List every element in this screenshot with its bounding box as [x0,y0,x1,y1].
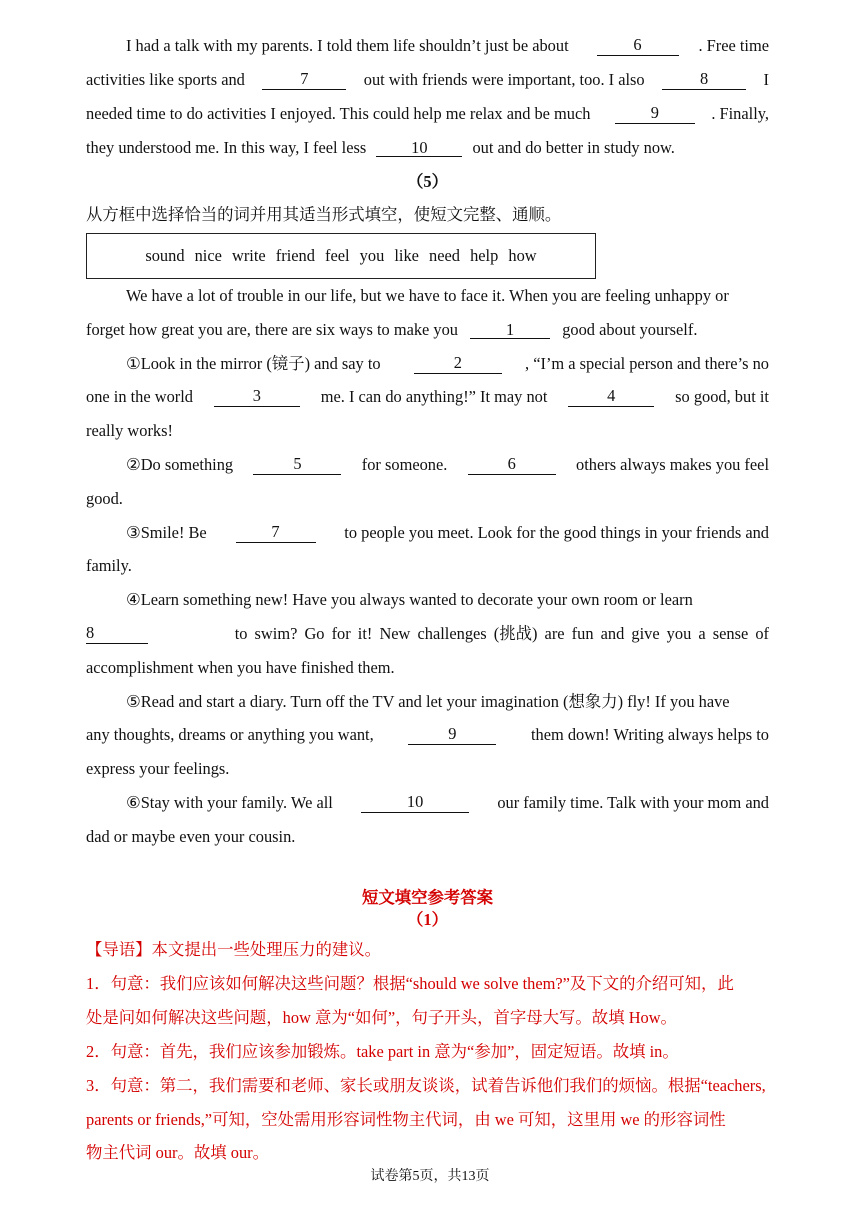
blank-4[interactable]: 4 [568,387,654,407]
blank-7[interactable]: 7 [262,70,346,90]
blank-1[interactable]: 1 [470,321,550,339]
item4-line-1: ④Learn something new! Have you always wanted to decorate your own room or learn [126,590,693,609]
item2-line-2: good. [86,489,123,508]
section-number: （5） [407,172,448,191]
blank-9[interactable]: 9 [615,104,695,124]
item1-line-3: really works! [86,421,173,440]
item1-line-1: ①Look in the mirror (镜子) and say to 2 , “I’m a special person and there’s no [126,353,769,373]
blank-6[interactable]: 6 [597,36,679,56]
passage4-line-2: activities like sports and 7 out with friends were important, too. I also 8 I [86,69,769,89]
item1-line-2: one in the world 3 me. I can do anything!” It may not 4 so good, but it [86,386,769,406]
page-footer: 试卷第5页，共13页 [370,1169,490,1184]
answers-intro: 【导语】本文提出一些处理压力的建议。 [86,940,382,959]
passage4-line-1: I had a talk with my parents. I told them life shouldn’t just be about 6 . Free time [126,35,769,55]
passage4-line-3: needed time to do activities I enjoyed. This could help me relax and be much 9 . Finally, [86,103,769,123]
blank-5[interactable]: 5 [253,455,341,475]
item6-line-2: dad or maybe even your cousin. [86,827,296,846]
blank-9b[interactable]: 9 [408,725,496,745]
section-instruction: 从方框中选择恰当的词并用其适当形式填空，使短文完整、通顺。 [86,205,562,224]
answer-3-line-2: parents or friends,”可知，空处需用形容词性物主代词，由 we 可知，这里用 we 的形容词性 [86,1110,726,1129]
passage4-line-4: they understood me. In this way, I feel less 10 out and do better in study now. [86,138,675,157]
p5-line-1: We have a lot of trouble in our life, but we have to face it. When you are feeling unhappy or [126,286,729,305]
item6-line-1: ⑥Stay with your family. We all 10 our family time. Talk with your mom and [126,792,769,812]
item5-line-1: ⑤Read and start a diary. Turn off the TV and let your imagination (想象力) fly! If you have [126,692,730,711]
blank-10[interactable]: 10 [376,139,462,157]
answer-2: 2．句意：首先，我们应该参加锻炼。take part in 意为“参加”，固定短语。故填 in。 [86,1042,679,1061]
blank-8b[interactable]: 8 [86,624,148,644]
item3-line-2: family. [86,556,132,575]
item3-line-1: ③Smile! Be 7 to people you meet. Look for the good things in your friends and [126,522,769,542]
blank-7b[interactable]: 7 [236,523,316,543]
blank-6b[interactable]: 6 [468,455,556,475]
item4-line-2: 8 to swim? Go for it! New challenges (挑战) are fun and give you a sense of [86,623,769,643]
answer-1-line-1: 1．句意：我们应该如何解决这些问题？根据“should we solve them?”及下文的介绍可知，此 [86,974,734,993]
blank-3[interactable]: 3 [214,387,300,407]
item2-line-1: ②Do something 5 for someone. 6 others always makes you feel [126,454,769,474]
answer-1-line-2: 处是问如何解决这些问题，how 意为“如何”，句子开头，首字母大写。故填 How。 [86,1008,677,1027]
blank-2[interactable]: 2 [414,354,502,374]
word-box: sound nice write friend feel you like need help how [86,233,596,279]
p5-line-2: forget how great you are, there are six ways to make you 1 good about yourself. [86,320,698,339]
answers-title: 短文填空参考答案 [361,888,494,907]
blank-8[interactable]: 8 [662,70,746,90]
blank-10b[interactable]: 10 [361,793,469,813]
item5-line-3: express your feelings. [86,759,230,778]
item5-line-2: any thoughts, dreams or anything you want, 9 them down! Writing always helps to [86,724,769,744]
item4-line-3: accomplishment when you have finished them. [86,658,395,677]
answer-3-line-1: 3．句意：第二，我们需要和老师、家长或朋友谈谈，试着告诉他们我们的烦恼。根据“teachers, [86,1076,766,1095]
answers-number: （1） [407,910,448,929]
answer-3-line-3: 物主代词 our。故填 our。 [86,1143,270,1162]
